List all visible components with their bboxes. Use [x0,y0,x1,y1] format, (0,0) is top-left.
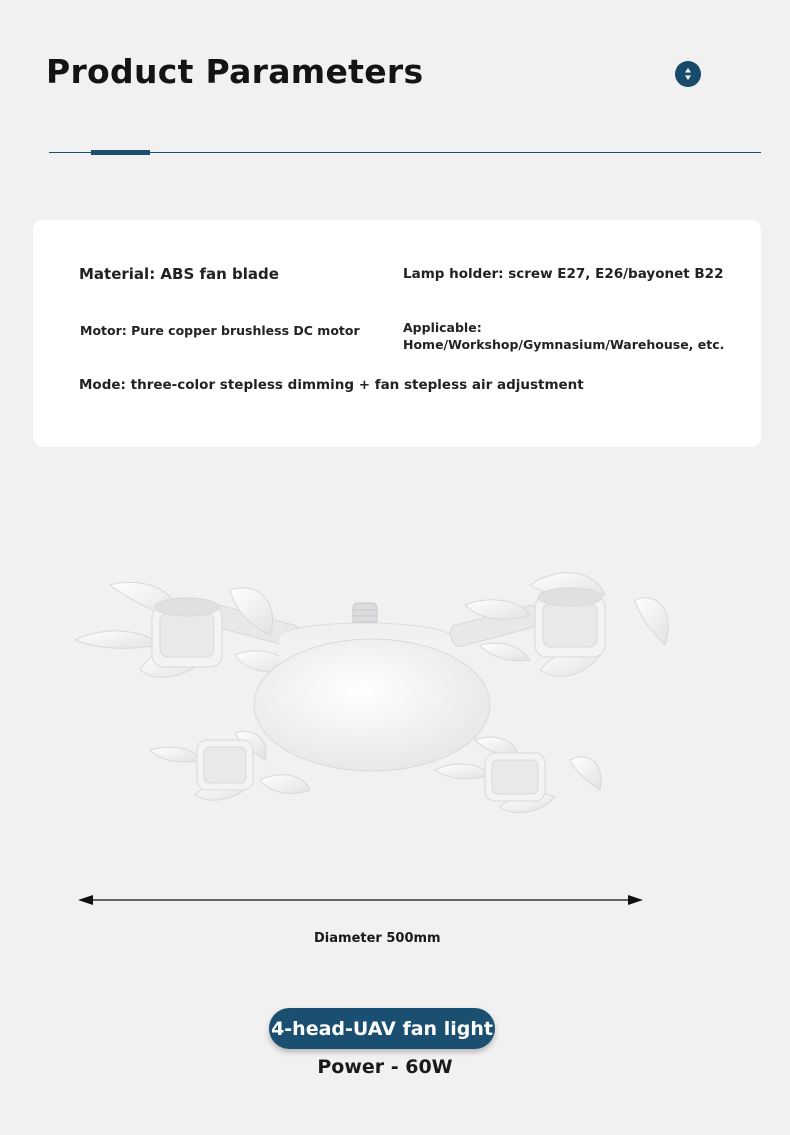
spec-motor: Motor: Pure copper brushless DC motor [80,323,360,338]
spec-applicable-value: Home/Workshop/Gymnasium/Warehouse, etc. [403,337,725,352]
up-down-arrows-icon [681,67,695,81]
power-label: Power - 60W [317,1056,453,1078]
product-image [60,545,700,845]
divider-line [49,152,761,153]
divider-accent [91,150,150,155]
product-name-badge: 4-head-UAV fan light [269,1008,495,1049]
lamp-body [254,623,490,771]
diameter-label: Diameter 500mm [314,931,441,946]
spec-applicable [403,319,733,353]
spec-applicable-label: Applicable: [403,320,482,335]
spec-material: Material: ABS fan blade [79,265,279,283]
spec-lamp-holder: Lamp holder: screw E27, E26/bayonet B22 [403,266,724,282]
scroll-toggle-button[interactable] [675,61,701,87]
spec-mode: Mode: three-color stepless dimming + fan stepless air adjustment [79,377,584,393]
page-title: Product Parameters [46,52,424,91]
